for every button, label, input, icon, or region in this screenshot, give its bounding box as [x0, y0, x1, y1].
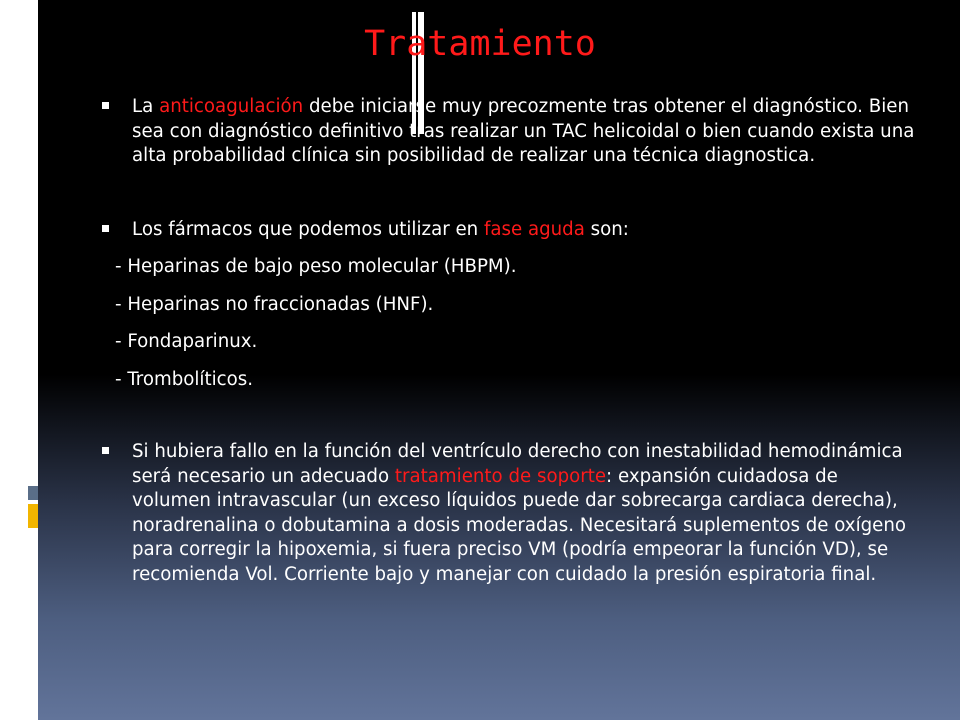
drug-item-hbpm: - Heparinas de bajo peso molecular (HBPM).: [115, 256, 517, 277]
bullet-text-pre: La: [132, 96, 160, 117]
drug-item-hnf: - Heparinas no fraccionadas (HNF).: [115, 293, 434, 315]
bullet-anticoagulation: [100, 95, 920, 169]
bullet-text-post: : expansión cuidadosa de volumen intravascular (un exceso líquidos puede dar sobrecarga cardiaca derecha), noradrenalina o dobutamina a dosis moderadas. Necesitará suplementos de oxígeno para corregir la hipoxemia, si fuera preciso VM (podría empeorar la función VD), se recomienda Vol. Corriente bajo y manejar con cuidado la presión espiratoria final.: [132, 465, 907, 585]
highlight-fase-aguda: fase aguda: [483, 218, 585, 240]
bullet-text-pre: Los fármacos que podemos utilizar en: [132, 218, 484, 240]
bullet-square-icon: [102, 447, 109, 454]
slide-content: [100, 95, 920, 587]
drug-item-fondaparinux: - Fondaparinux.: [115, 331, 258, 352]
highlight-tratamiento-soporte: tratamiento de soporte: [394, 465, 607, 487]
bullet-text-post: son:: [584, 218, 629, 240]
bullet-text-pre: Si hubiera fallo en la función del ventrículo derecho con inestabilidad hemodinámica será necesario un adecuado: [132, 441, 903, 487]
drug-item-tromboliticos: - Trombolíticos.: [115, 368, 254, 390]
highlight-anticoagulacion: anticoagulación: [159, 96, 304, 117]
decorative-stripes-side: [24, 468, 38, 560]
bullet-square-icon: [102, 102, 109, 109]
bullet-square-icon: [102, 225, 109, 232]
bullet-text-post: debe iniciarse muy precozmente tras obtener el diagnóstico. Bien sea con diagnóstico definitivo tras realizar un TAC helicoidal o bien cuando exista una alta probabilidad clínica sin posibilidad de realizar una técnica diagnostica.: [132, 96, 915, 166]
slide-title: Tratamiento: [364, 24, 596, 64]
left-white-band: [0, 0, 38, 720]
bullet-farmacos: [100, 218, 920, 243]
bullet-soporte: [100, 440, 920, 587]
